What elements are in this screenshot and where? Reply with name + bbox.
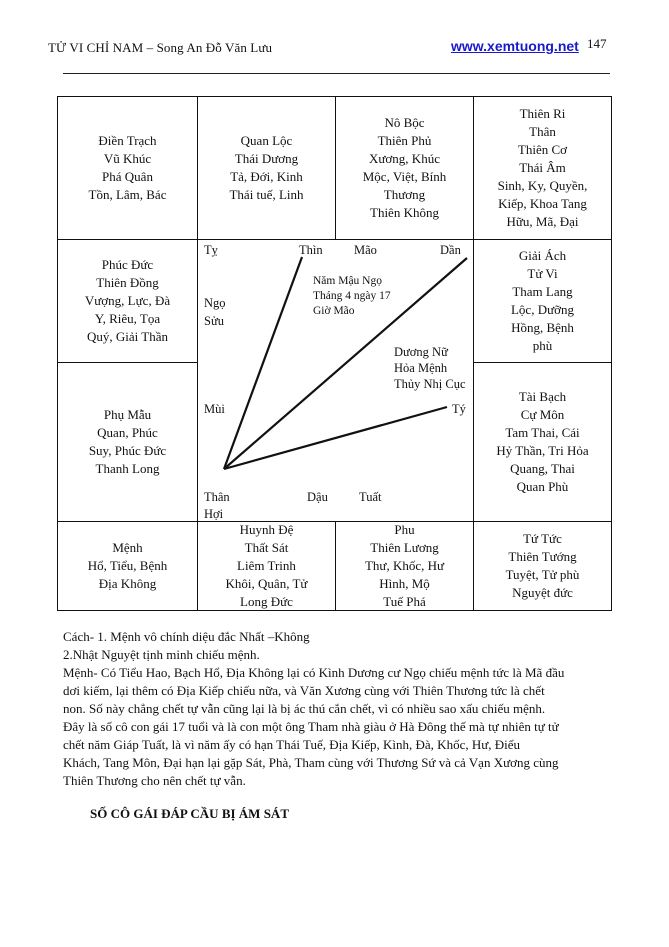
note-line: dơi kiếm, lại thêm có Địa Kiếp chiếu nữa, và Văn Xương cùng với Thiên Thương tức là chết <box>63 683 545 698</box>
palace-star: Nguyệt đức <box>512 585 573 600</box>
birth-date: Tháng 4 ngày 17 <box>313 290 391 302</box>
birth-hour: Giờ Mão <box>313 305 355 317</box>
branch-label: Tuất <box>359 490 382 504</box>
palace-star: Hỷ Thần, Tri Hỏa <box>496 443 589 458</box>
palace-star: Hình, Mộ <box>379 576 430 591</box>
palace-star: Thiên Tướng <box>508 549 577 564</box>
palace-star: Thái Dương <box>234 151 299 166</box>
header-rule <box>63 73 610 74</box>
palace-star: Tử Vi <box>527 266 558 281</box>
palace-star: Thiên Không <box>370 205 439 220</box>
palace-star: Thiên Cơ <box>517 142 568 157</box>
branch-label: Hợi <box>204 507 224 521</box>
note-line: Khách, Tang Môn, Đại hạn lại gặp Sát, Phà, Tham cùng với Thương Sứ và cả Vạn Xương cùng <box>63 755 559 770</box>
palace-star: Quan Phù <box>516 479 569 494</box>
palace-name: Thiên Ri <box>519 106 566 121</box>
palace-star: Y, Riêu, Tọa <box>94 311 161 326</box>
palace-star: Tồn, Lâm, Bác <box>88 187 167 202</box>
aspect-line <box>224 407 447 469</box>
aspect-line <box>224 257 302 469</box>
palace-star: Thiên Phủ <box>377 133 432 148</box>
horoscope-chart <box>57 96 612 611</box>
note-line: Thiên Thương cho nên chết tự vẫn. <box>63 773 246 788</box>
palace-star: Thất Sát <box>244 540 289 555</box>
palace-star: Vũ Khúc <box>103 151 152 166</box>
website-link[interactable]: www.xemtuong.net <box>451 38 579 54</box>
palace-star: Khôi, Quân, Tử <box>225 576 308 591</box>
palace-star: Quý, Giải Thần <box>86 329 168 344</box>
aspect-line <box>224 258 467 469</box>
palace-name: Mệnh <box>112 540 143 555</box>
aspect-lines <box>58 97 611 610</box>
palace-star: Thái tuế, Linh <box>229 187 304 202</box>
palace-star: Thân <box>529 124 556 139</box>
commentary <box>63 628 623 790</box>
palace-star: Xương, Khúc <box>369 151 440 166</box>
branch-label: Mùi <box>204 402 225 416</box>
palace-star: Phá Quân <box>102 169 153 184</box>
note-line: Cách- 1. Mệnh vô chính diệu đắc Nhất –Không <box>63 629 310 644</box>
palace-star: Tham Lang <box>512 284 573 299</box>
palace-name: Phúc Đức <box>101 257 154 272</box>
palace-name: Tài Bạch <box>518 389 567 404</box>
palace-star: phù <box>532 338 553 353</box>
cuc-info: Thủy Nhị Cục <box>394 377 466 391</box>
note-line: Đây là số cô con gái 17 tuổi và là con một ông Tham nhà giàu ở Hà Đông thế mà tự nhiên tự tử <box>63 719 559 734</box>
palace-name: Giải Ách <box>518 248 567 263</box>
palace-name: Huynh Đệ <box>239 522 294 537</box>
palace-star: Thiên Lương <box>370 540 439 555</box>
branch-label: Dần <box>440 243 461 257</box>
note-line: Mệnh- Có Tiểu Hao, Bạch Hổ, Địa Không lại có Kình Dương cư Ngọ chiếu mệnh tức là Mã đầu <box>63 665 565 680</box>
birth-year: Năm Mậu Ngọ <box>313 275 382 287</box>
running-header-title: TỬ VI CHỈ NAM – Song An Đỗ Văn Lưu <box>48 40 273 55</box>
element-info: Hỏa Mệnh <box>394 361 448 375</box>
palace-star: Cự Môn <box>520 407 565 422</box>
palace-star: Hữu, Mã, Đại <box>506 214 579 229</box>
palace-star: Địa Không <box>98 576 157 591</box>
palace-star: Kiếp, Khoa Tang <box>498 196 587 211</box>
palace-star: Lộc, Dưỡng <box>510 302 575 317</box>
palace-star: Tuế Phá <box>383 594 426 609</box>
palace-star: Long Đức <box>240 594 293 609</box>
palace-name: Tứ Tức <box>523 531 562 546</box>
palace-star: Vượng, Lực, Đà <box>84 293 171 308</box>
palace-star: Tam Thai, Cái <box>505 425 580 440</box>
page-number: 147 <box>587 36 607 51</box>
palace-star: Mộc, Việt, Bính <box>362 169 447 184</box>
branch-label: Tý <box>452 402 466 416</box>
palace-star: Thư, Khốc, Hư <box>364 558 445 573</box>
branch-label: Tỵ <box>204 243 218 257</box>
branch-label: Mão <box>354 243 377 257</box>
palace-star: Liêm Trinh <box>237 558 296 573</box>
palace-star: Tả, Đới, Kinh <box>230 169 303 184</box>
palace-star: Thiên Đồng <box>96 275 159 290</box>
palace-name: Nô Bộc <box>384 115 425 130</box>
gender-info: Dương Nữ <box>394 345 448 359</box>
palace-star: Hổ, Tiểu, Bệnh <box>87 558 168 573</box>
palace-star: Sinh, Ky, Quyền, <box>497 178 588 193</box>
palace-star: Hồng, Bệnh <box>511 320 574 335</box>
branch-label: Thìn <box>299 243 323 257</box>
note-line: chết năm Giáp Tuất, là vì năm ấy có hạn Thái Tuế, Địa Kiếp, Kình, Đà, Khốc, Hư, Điếu <box>63 737 521 752</box>
palace-star: Quang, Thai <box>510 461 575 476</box>
palace-name: Phu <box>394 522 415 537</box>
note-line: 2.Nhật Nguyệt tịnh minh chiếu mệnh. <box>63 647 260 662</box>
palace-name: Phụ Mẫu <box>103 407 152 422</box>
palace-star: Quan, Phúc <box>97 425 158 440</box>
palace-star: Thương <box>383 187 426 202</box>
branch-label: Dậu <box>307 490 328 504</box>
palace-star: Thanh Long <box>95 461 160 476</box>
section-title: SỐ CÔ GÁI ĐÁP CẦU BỊ ÁM SÁT <box>90 806 289 821</box>
palace-name: Quan Lộc <box>240 133 293 148</box>
palace-star: Suy, Phúc Đức <box>88 443 167 458</box>
palace-star: Tuyệt, Tử phù <box>505 567 580 582</box>
palace-name: Điền Trạch <box>98 133 157 148</box>
palace-star: Thái Âm <box>519 160 566 175</box>
branch-label: Thân <box>204 490 230 504</box>
branch-label: Ngọ <box>204 296 226 310</box>
branch-label: Sửu <box>204 314 224 328</box>
note-line: non. Số này chẳng chết tự vẫn cũng lại là bị ác thú cắn chết, vì có nhiều sao xấu chiếu mệnh. <box>63 701 546 716</box>
